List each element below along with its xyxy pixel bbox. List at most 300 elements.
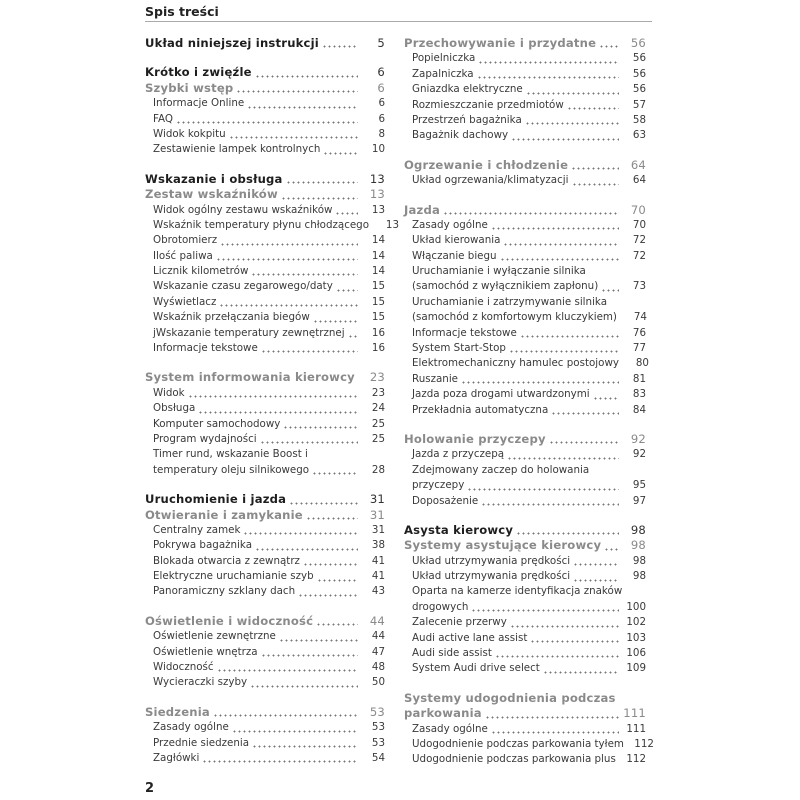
toc-item-entry[interactable] (145, 233, 385, 248)
dot-leader (252, 738, 358, 748)
dot-leader (520, 328, 619, 338)
toc-entry-page: 13 (371, 203, 385, 216)
toc-item-entry[interactable] (145, 249, 385, 264)
toc-entry-title: Rozmieszczanie przedmiotów (412, 98, 564, 111)
toc-item-entry[interactable] (145, 127, 385, 142)
toc-entry-title: Uruchamianie i zatrzymywanie silnika (412, 295, 608, 308)
toc-entry-page: 41 (371, 570, 385, 583)
section-spacer (145, 158, 385, 172)
toc-entry-page: 10 (371, 143, 385, 156)
toc-entry-page: 84 (632, 403, 646, 416)
toc-entry-page: 98 (632, 570, 646, 583)
toc-item-entry[interactable] (145, 751, 385, 766)
dot-leader (572, 176, 619, 186)
section-spacer (404, 189, 646, 203)
toc-entry-page: 111 (626, 722, 646, 735)
toc-entry-page: 25 (371, 432, 385, 445)
toc-entry-title: Układ utrzymywania prędkości (412, 554, 571, 567)
dot-leader (243, 525, 358, 535)
toc-item-entry[interactable] (404, 403, 646, 418)
toc-entry-page: 56 (630, 35, 646, 50)
toc-entry-page: 57 (632, 98, 646, 111)
dot-leader (500, 251, 619, 261)
toc-section-entry[interactable] (145, 81, 385, 96)
dot-leader (530, 633, 619, 643)
toc-entry-page: 76 (632, 326, 646, 339)
toc-entry-title: Elektryczne uruchamianie szyb (153, 570, 314, 583)
toc-entry-title: Krótko i zwięźle (145, 65, 252, 80)
toc-entry-title: Program wydajności (153, 432, 257, 445)
toc-item-entry[interactable] (145, 675, 385, 690)
toc-item-entry[interactable] (404, 67, 646, 82)
toc-entry-title: Otwieranie i zamykanie (145, 507, 303, 522)
toc-entry-title: Ilość paliwa (153, 249, 213, 262)
toc-entry-title: Informacje tekstowe (412, 326, 517, 339)
toc-entry-title: Holowanie przyczepy (404, 431, 546, 446)
dot-leader (216, 251, 358, 261)
toc-entry-title: Panoramiczny szklany dach (153, 585, 296, 598)
dot-leader (316, 616, 358, 626)
toc-item-entry[interactable] (145, 736, 385, 751)
dot-leader (573, 572, 619, 582)
toc-entry-title: System Audi drive select (412, 662, 540, 675)
toc-section-entry[interactable] (404, 203, 646, 218)
toc-entry-title: Udogodnienie podczas parkowania tyłem (412, 738, 624, 750)
toc-item-entry[interactable] (145, 629, 385, 644)
toc-item-entry[interactable] (404, 51, 646, 66)
dot-leader (335, 205, 358, 215)
toc-entry-page: 112 (634, 738, 654, 750)
toc-entry-title: Układ niniejszej instrukcji (145, 35, 319, 50)
toc-entry-page: 44 (371, 630, 385, 643)
toc-chapter-entry[interactable] (145, 36, 385, 51)
dot-leader (503, 236, 619, 246)
toc-entry-title: System informowania kierowcy (145, 370, 355, 385)
toc-entry-title: Widoczność (153, 661, 214, 674)
toc-entry-page: 6 (378, 97, 385, 110)
toc-item-entry[interactable] (145, 720, 385, 735)
dot-leader (571, 160, 619, 170)
toc-entry-title: Doposażenie (412, 494, 479, 507)
toc-entry-title: Udogodnienie podczas parkowania plus (412, 753, 616, 766)
toc-entry-page: 56 (632, 83, 646, 96)
toc-entry-title: drogowych (412, 600, 469, 613)
toc-chapter-entry[interactable] (145, 492, 385, 507)
toc-entry-title: Jazda (404, 202, 441, 217)
toc-entry-page: 6 (378, 112, 385, 125)
toc-entry-title: Wycieraczki szyby (153, 676, 248, 689)
toc-entry-page: 81 (632, 372, 646, 385)
toc-entry-title: Oparta na kamerze identyfikacja znaków (412, 585, 623, 598)
dot-leader (485, 709, 619, 719)
dot-leader (467, 481, 619, 491)
toc-entry-page: 53 (369, 704, 385, 719)
toc-item-entry[interactable] (145, 660, 385, 675)
dot-leader (516, 525, 619, 535)
toc-entry-page: 31 (369, 492, 385, 507)
toc-entry-page: 8 (378, 127, 385, 140)
toc-section-entry[interactable] (404, 432, 646, 447)
toc-item-entry[interactable] (404, 279, 646, 294)
toc-entry-page: 23 (371, 386, 385, 399)
toc-entry-title: Przechowywanie i przydatne (404, 35, 597, 50)
toc-entry-title: Widok ogólny zestawu wskaźników (153, 203, 333, 216)
section-spacer (404, 677, 646, 691)
dot-leader (461, 374, 619, 384)
section-spacer (145, 600, 385, 614)
page-number: 2 (145, 781, 155, 796)
dot-leader (236, 83, 358, 93)
dot-leader (303, 556, 358, 566)
toc-item-entry[interactable] (404, 98, 646, 113)
toc-chapter-entry[interactable] (145, 172, 385, 187)
dot-leader (313, 313, 358, 323)
dot-leader (511, 131, 619, 141)
toc-item-entry[interactable] (404, 341, 646, 356)
toc-entry-title: przyczepy (412, 479, 465, 492)
toc-entry-title: Oświetlenie wnętrza (153, 645, 258, 658)
dot-leader (551, 405, 619, 415)
toc-item-entry[interactable] (404, 387, 646, 402)
toc-entry-page: 64 (630, 157, 646, 172)
toc-entry-title: Licznik kilometrów (153, 265, 249, 278)
toc-entry-page: 24 (371, 402, 385, 415)
toc-entry-page: 15 (371, 280, 385, 293)
toc-entry-title: Asysta kierowcy (404, 522, 514, 537)
toc-entry-title: Wyświetlacz (153, 295, 217, 308)
toc-entry-page: 31 (369, 507, 385, 522)
toc-item-entry[interactable] (404, 631, 646, 646)
dot-leader (289, 495, 358, 505)
toc-entry-title: Widok (153, 386, 185, 399)
toc-entry-title: jWskazanie temperatury zewnętrznej (153, 326, 345, 339)
toc-entry-page: 70 (632, 218, 646, 231)
toc-entry-title: Pokrywa bagażnika (153, 539, 253, 552)
toc-section-entry[interactable] (145, 508, 385, 523)
toc-entry-page: 15 (371, 295, 385, 308)
toc-section-entry[interactable] (404, 691, 646, 706)
dot-leader (491, 724, 619, 734)
dot-leader (261, 343, 358, 353)
toc-entry-title: Obsługa (153, 402, 196, 415)
toc-entry-title: Blokada otwarcia z zewnątrz (153, 554, 300, 567)
toc-entry-page: 5 (377, 35, 385, 50)
toc-entry-title: Centralny zamek (153, 523, 241, 536)
toc-item-entry[interactable] (404, 173, 646, 188)
toc-item-entry[interactable] (404, 372, 646, 387)
toc-entry-page: 98 (632, 554, 646, 567)
toc-section-entry[interactable] (404, 706, 646, 721)
toc-entry-title: Wskazanie i obsługa (145, 171, 283, 186)
section-spacer (404, 418, 646, 432)
dot-leader (543, 664, 619, 674)
toc-entry-page: 72 (632, 249, 646, 262)
toc-entry-title: Zagłówki (153, 752, 200, 764)
toc-entry-title: Wskaźnik temperatury płynu chłodzącego (153, 218, 370, 231)
dot-leader (251, 266, 358, 276)
toc-chapter-entry[interactable] (145, 65, 385, 80)
toc-entry-page: 13 (369, 171, 385, 186)
toc-item-entry[interactable] (145, 218, 400, 233)
toc-entry-page: 72 (632, 234, 646, 247)
toc-item-entry[interactable] (145, 585, 385, 600)
toc-item-entry[interactable] (145, 142, 385, 157)
toc-entry-page: 14 (371, 265, 385, 278)
toc-item-entry[interactable] (145, 554, 385, 569)
toc-entry-page: 41 (371, 554, 385, 567)
toc-entry-title: Obrotomierz (153, 234, 218, 247)
dot-leader (219, 297, 358, 307)
toc-item-entry[interactable] (145, 538, 385, 553)
dot-leader (229, 129, 358, 139)
toc-entry-title: Systemy udogodnienia podczas (404, 690, 616, 705)
toc-entry-page: 47 (371, 645, 385, 658)
toc-column-left (145, 35, 400, 766)
toc-item-entry[interactable] (404, 249, 646, 264)
toc-item-entry[interactable] (145, 463, 385, 478)
toc-entry-title: Włączanie biegu (412, 249, 497, 262)
toc-entry-title: (samochód z wyłącznikiem zapłonu) (412, 280, 599, 293)
toc-entry-title: Zalecenie przerwy (412, 616, 507, 629)
toc-entry-page: 97 (632, 494, 646, 507)
toc-entry-title: Oświetlenie zewnętrzne (153, 630, 276, 643)
dot-leader (510, 618, 619, 628)
section-spacer (145, 51, 385, 65)
dot-leader (507, 450, 619, 460)
toc-item-entry[interactable] (145, 96, 385, 111)
toc-item-entry[interactable] (145, 417, 385, 432)
toc-item-entry[interactable] (404, 615, 646, 630)
toc-entry-page: 112 (626, 753, 646, 766)
toc-entry-page: 38 (371, 539, 385, 552)
toc-item-entry[interactable] (145, 264, 385, 279)
toc-entry-title: Systemy asystujące kierowcy (404, 538, 602, 553)
dot-leader (317, 572, 358, 582)
dot-leader (286, 174, 358, 184)
dot-leader (481, 496, 619, 506)
toc-entry-page: 77 (632, 342, 646, 355)
toc-entry-page: 83 (632, 388, 646, 401)
toc-entry-title: Przednie siedzenia (153, 736, 250, 749)
dot-leader (604, 541, 619, 551)
toc-item-entry[interactable] (404, 128, 646, 143)
toc-entry-page: 80 (635, 357, 649, 370)
toc-entry-title: Komputer samochodowy (153, 417, 281, 430)
section-spacer (404, 144, 646, 158)
toc-item-entry[interactable] (145, 310, 385, 325)
dot-leader (188, 388, 358, 398)
toc-entry-page: 43 (371, 585, 385, 598)
toc-item-entry[interactable] (404, 218, 646, 233)
toc-item-entry[interactable] (404, 585, 646, 600)
toc-entry-title: Zestawienie lampek kontrolnych (153, 143, 321, 156)
toc-item-entry[interactable] (145, 112, 385, 127)
toc-item-entry[interactable] (404, 494, 646, 509)
toc-entry-title: Widok kokpitu (153, 127, 226, 140)
toc-item-entry[interactable] (404, 264, 646, 279)
toc-entry-page: 25 (371, 417, 385, 430)
toc-entry-page: 28 (371, 463, 385, 476)
toc-section-entry[interactable] (404, 36, 646, 51)
toc-entry-page: 92 (630, 431, 646, 446)
dot-leader (573, 556, 619, 566)
toc-item-entry[interactable] (145, 386, 385, 401)
toc-item-entry[interactable] (404, 463, 646, 478)
toc-entry-title: Zasady ogólne (153, 721, 229, 734)
toc-entry-title: Zapalniczka (412, 67, 474, 80)
toc-entry-title: Zestaw wskaźników (145, 187, 278, 202)
section-spacer (404, 509, 646, 523)
toc-entry-title: Przestrzeń bagażnika (412, 113, 522, 126)
toc-entry-page: 95 (632, 479, 646, 492)
toc-item-entry[interactable] (404, 569, 646, 584)
toc-entry-page: 23 (369, 370, 385, 385)
toc-entry-page: 109 (626, 662, 646, 675)
toc-entry-page: 6 (377, 65, 385, 80)
dot-leader (283, 419, 358, 429)
dot-leader (322, 38, 358, 48)
toc-item-entry[interactable] (404, 722, 646, 737)
toc-entry-page: 44 (369, 613, 385, 628)
toc-entry-page: 14 (371, 249, 385, 262)
toc-entry-page: 100 (626, 600, 646, 613)
toc-entry-page: 56 (632, 67, 646, 80)
toc-item-entry[interactable] (145, 401, 385, 416)
toc-item-entry[interactable] (145, 279, 385, 294)
toc-entry-title: Bagażnik dachowy (412, 129, 509, 142)
toc-item-entry[interactable] (404, 478, 646, 493)
toc-item-entry[interactable] (145, 341, 385, 356)
toc-item-entry[interactable] (404, 326, 646, 341)
toc-entry-page: 106 (626, 647, 646, 660)
dot-leader (176, 114, 358, 124)
toc-item-entry[interactable] (145, 569, 385, 584)
toc-section-entry[interactable] (145, 370, 385, 385)
toc-section-entry[interactable] (145, 614, 385, 629)
toc-entry-page: 15 (371, 311, 385, 324)
toc-entry-page: 98 (630, 522, 646, 537)
toc-item-entry[interactable] (145, 326, 385, 341)
toc-item-entry[interactable] (404, 233, 646, 248)
toc-item-entry[interactable] (145, 645, 385, 660)
dot-leader (525, 115, 619, 125)
toc-item-entry[interactable] (404, 554, 646, 569)
toc-entry-title: Zdejmowany zaczep do holowania (412, 463, 590, 476)
dot-leader (348, 328, 358, 338)
toc-entry-title: Układ utrzymywania prędkości (412, 570, 571, 583)
dot-leader (306, 510, 358, 520)
dot-leader (336, 282, 358, 292)
toc-entry-title: (samochód z komfortowym kluczykiem) (412, 311, 617, 324)
toc-entry-title: System Start-Stop (412, 342, 506, 355)
toc-item-entry[interactable] (404, 113, 646, 128)
toc-entry-page: 53 (371, 721, 385, 734)
toc-section-entry[interactable] (145, 705, 385, 720)
dot-leader (471, 602, 619, 612)
toc-entry-page: 16 (371, 342, 385, 355)
toc-item-entry[interactable] (404, 447, 646, 462)
toc-item-entry[interactable] (145, 432, 385, 447)
dot-leader (312, 465, 358, 475)
toc-entry-page: 56 (632, 52, 646, 65)
toc-entry-title: FAQ (153, 112, 173, 125)
toc-entry-page: 13 (369, 187, 385, 202)
toc-item-entry[interactable] (404, 310, 646, 325)
dot-leader (526, 85, 619, 95)
toc-entry-title: Przekładnia automatyczna (412, 403, 549, 416)
dot-leader (549, 434, 619, 444)
section-spacer (145, 356, 385, 370)
toc-entry-page: 70 (630, 202, 646, 217)
toc-entry-title: Siedzenia (145, 704, 210, 719)
dot-leader (491, 220, 619, 230)
dot-leader (198, 404, 358, 414)
toc-section-entry[interactable] (145, 187, 385, 202)
toc-entry-title: Wskazanie czasu zegarowego/daty (153, 280, 333, 293)
dot-leader (281, 190, 358, 200)
toc-item-entry[interactable] (145, 447, 385, 462)
toc-section-entry[interactable] (404, 158, 646, 173)
toc-entry-title: Zasady ogólne (412, 218, 488, 231)
dot-leader (495, 648, 619, 658)
toc-entry-title: Szybki wstęp (145, 80, 234, 95)
toc-entry-title: Jazda z przyczepą (412, 448, 505, 461)
toc-entry-page: 13 (385, 218, 400, 231)
toc-entry-title: Audi active lane assist (412, 631, 528, 644)
toc-item-entry[interactable] (145, 523, 385, 538)
toc-item-entry[interactable] (404, 737, 654, 752)
dot-leader (261, 647, 358, 657)
toc-entry-title: Ruszanie (412, 372, 459, 385)
toc-chapter-entry[interactable] (404, 523, 646, 538)
dot-leader (478, 54, 619, 64)
toc-item-entry[interactable] (145, 295, 385, 310)
dot-leader (213, 707, 358, 717)
toc-entry-title: Jazda poza drogami utwardzonymi (412, 388, 590, 401)
toc-entry-page: 50 (371, 676, 385, 689)
dot-leader (232, 723, 358, 733)
toc-entry-page: 64 (632, 174, 646, 187)
toc-entry-title: Zasady ogólne (412, 722, 488, 735)
toc-entry-page: 103 (626, 631, 646, 644)
dot-leader (593, 390, 619, 400)
toc-entry-page: 14 (371, 234, 385, 247)
toc-item-entry[interactable] (404, 295, 646, 310)
toc-item-entry[interactable] (404, 752, 646, 767)
toc-item-entry[interactable] (404, 646, 646, 661)
toc-entry-title: Audi side assist (412, 647, 492, 660)
dot-leader (477, 69, 619, 79)
toc-item-entry[interactable] (404, 661, 646, 676)
toc-entry-page: 16 (371, 326, 385, 339)
toc-entry-title: Informacje tekstowe (153, 342, 258, 355)
dot-leader (260, 434, 358, 444)
dot-leader (202, 753, 358, 763)
dot-leader (250, 678, 358, 688)
toc-entry-page: 63 (632, 129, 646, 142)
toc-entry-title: Układ kierowania (412, 234, 501, 247)
toc-item-entry[interactable] (404, 600, 646, 615)
toc-item-entry[interactable] (404, 82, 646, 97)
dot-leader (255, 68, 358, 78)
toc-entry-page: 102 (626, 616, 646, 629)
toc-item-entry[interactable] (404, 356, 649, 371)
toc-section-entry[interactable] (404, 538, 646, 553)
toc-entry-title: Informacje Online (153, 97, 245, 110)
toc-item-entry[interactable] (145, 203, 385, 218)
dot-leader (323, 145, 358, 155)
dot-leader (220, 236, 358, 246)
